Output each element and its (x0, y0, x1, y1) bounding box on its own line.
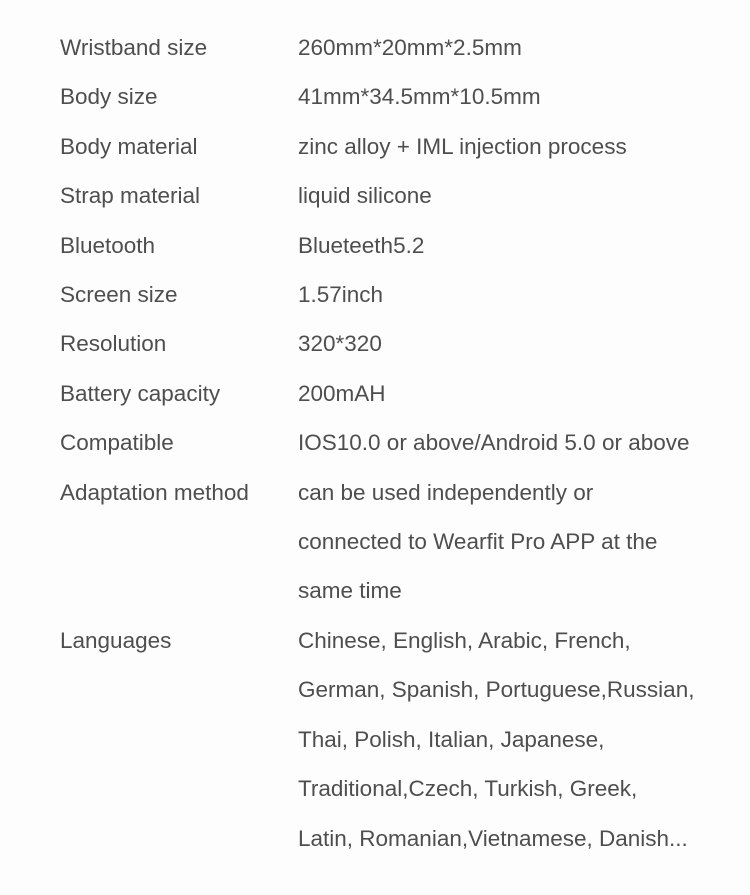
spec-label: Battery capacity (60, 380, 221, 406)
spec-label: Body size (60, 84, 158, 110)
spec-value-line: Thai, Polish, Italian, Japanese, (298, 726, 605, 752)
spec-value-line: IOS10.0 or above/Android 5.0 or above (298, 430, 690, 456)
spec-value-line: 260mm*20mm*2.5mm (298, 35, 522, 60)
spec-row (60, 221, 730, 270)
spec-value-line: Latin, Romanian,Vietnamese, Danish... (298, 825, 688, 851)
spec-value (298, 369, 730, 418)
spec-value-line: liquid silicone (298, 183, 432, 209)
spec-value (298, 319, 730, 368)
spec-label: Strap material (60, 183, 201, 209)
spec-value-line: same time (298, 578, 402, 604)
spec-label: Languages (60, 627, 172, 653)
spec-value (298, 468, 730, 616)
spec-value-line: German, Spanish, Portuguese,Russian, (298, 677, 695, 703)
spec-value (298, 616, 730, 863)
spec-row (60, 122, 730, 171)
spec-row (60, 23, 730, 72)
spec-value-line: 41mm*34.5mm*10.5mm (298, 84, 541, 110)
spec-value-line: 320*320 (298, 331, 382, 357)
spec-value-line: 1.57inch (298, 282, 384, 308)
spec-value (298, 122, 730, 171)
spec-value (298, 23, 730, 72)
spec-label: Compatible (60, 430, 174, 456)
spec-label: Adaptation method (60, 479, 249, 505)
spec-row (60, 72, 730, 121)
spec-label: Screen size (60, 282, 178, 308)
spec-row (60, 270, 730, 319)
spec-value (298, 418, 730, 467)
spec-value-line: connected to Wearfit Pro APP at the (298, 529, 658, 555)
spec-value-line: can be used independently or (298, 479, 594, 505)
spec-label: Body material (60, 133, 198, 159)
spec-label: Resolution (60, 331, 167, 357)
spec-value-line: Chinese, English, Arabic, French, (298, 627, 631, 653)
spec-value (298, 270, 730, 319)
spec-row (60, 418, 730, 467)
spec-row (60, 171, 730, 220)
spec-value (298, 221, 730, 270)
spec-row (60, 468, 730, 616)
spec-value (298, 171, 730, 220)
spec-label: Wristband size (60, 35, 208, 60)
spec-label: Bluetooth (60, 232, 156, 258)
spec-value-line: Traditional,Czech, Turkish, Greek, (298, 776, 638, 802)
spec-value-line: Blueteeth5.2 (298, 232, 425, 258)
spec-value-line: zinc alloy + IML injection process (298, 133, 627, 159)
spec-row (60, 616, 730, 863)
spec-row (60, 319, 730, 368)
spec-value (298, 72, 730, 121)
spec-value-line: 200mAH (298, 380, 386, 406)
spec-row (60, 369, 730, 418)
